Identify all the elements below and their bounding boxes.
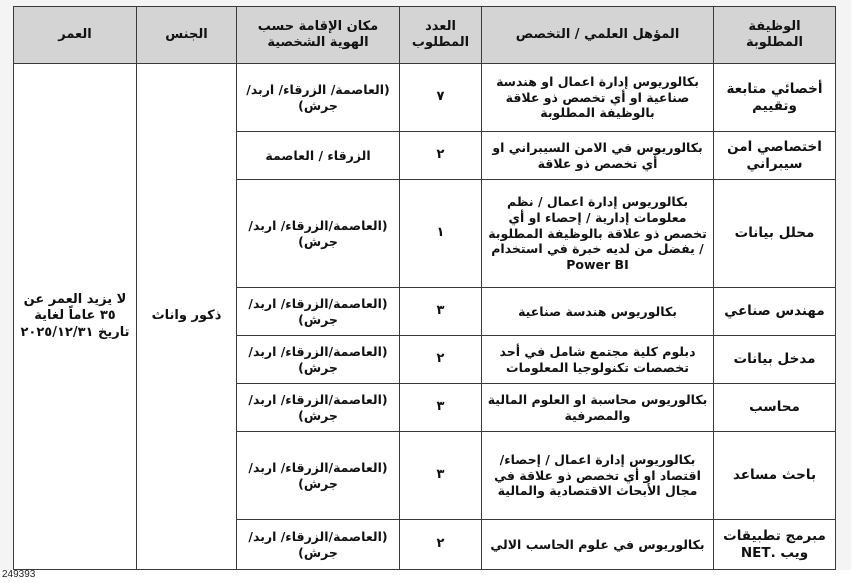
- jobs-table: [13, 6, 836, 570]
- serial-number: 249393: [2, 569, 36, 580]
- header-job: الوظيفة المطلوبة: [714, 7, 836, 64]
- location-cell: (العاصمة/الزرقاء/ اربد/جرش): [237, 384, 400, 432]
- table-row: [14, 64, 836, 132]
- count-cell: ٣: [400, 288, 482, 336]
- location-cell: الزرقاء / العاصمة: [237, 132, 400, 180]
- header-count: العدد المطلوب: [400, 7, 482, 64]
- job-title-cell: محاسب: [714, 384, 836, 432]
- qualification-cell: بكالوريوس إدارة اعمال او هندسة صناعية او أي تخصص ذو علاقة بالوظيفة المطلوبة: [482, 64, 714, 132]
- job-title-cell: اختصاصي امن سيبراني: [714, 132, 836, 180]
- age-cell: لا يزيد العمر عن ٣٥ عاماً لغاية تاريخ ٢٠٢٥/١٢/٣١: [14, 64, 137, 570]
- count-cell: ٢: [400, 132, 482, 180]
- location-cell: (العاصمة/ الزرقاء/ اربد/جرش): [237, 64, 400, 132]
- qualification-cell: دبلوم كلية مجتمع شامل في أحد تخصصات تكنولوجيا المعلومات: [482, 336, 714, 384]
- count-cell: ٢: [400, 336, 482, 384]
- count-cell: ٧: [400, 64, 482, 132]
- qualification-cell: بكالوريوس في علوم الحاسب الالي: [482, 520, 714, 570]
- count-cell: ٣: [400, 384, 482, 432]
- header-row: [14, 7, 836, 64]
- header-gender: الجنس: [137, 7, 237, 64]
- job-title-cell: مدخل بيانات: [714, 336, 836, 384]
- count-cell: ٣: [400, 432, 482, 520]
- header-qualification: المؤهل العلمي / التخصص: [482, 7, 714, 64]
- header-location: مكان الإقامة حسب الهوية الشخصية: [237, 7, 400, 64]
- job-title-cell: مهندس صناعي: [714, 288, 836, 336]
- job-title-cell: مبرمج تطبيقات ويب .NET: [714, 520, 836, 570]
- job-title-cell: باحث مساعد: [714, 432, 836, 520]
- qualification-cell: بكالوريوس في الامن السيبراني او أي تخصص ذو علاقة: [482, 132, 714, 180]
- qualification-cell: بكالوريوس محاسبة او العلوم المالية والمصرفية: [482, 384, 714, 432]
- location-cell: (العاصمة/الزرقاء/ اربد/جرش): [237, 180, 400, 288]
- location-cell: (العاصمة/الزرقاء/ اربد/جرش): [237, 432, 400, 520]
- header-age: العمر: [14, 7, 137, 64]
- job-title-cell: محلل بيانات: [714, 180, 836, 288]
- qualification-cell: بكالوريوس إدارة اعمال / إحصاء/ اقتصاد او أي تخصص ذو علاقة في مجال الأبحاث الاقتصادية والمالية: [482, 432, 714, 520]
- qualification-cell: بكالوريوس هندسة صناعية: [482, 288, 714, 336]
- gender-cell: ذكور واناث: [137, 64, 237, 570]
- count-cell: ٢: [400, 520, 482, 570]
- job-title-cell: أخصائي متابعة وتقييم: [714, 64, 836, 132]
- location-cell: (العاصمة/الزرقاء/ اربد/جرش): [237, 288, 400, 336]
- location-cell: (العاصمة/الزرقاء/ اربد/جرش): [237, 520, 400, 570]
- qualification-cell: بكالوريوس إدارة اعمال / نظم معلومات إدارية / إحصاء او أي تخصص ذو علاقة بالوظيفة المطلوبة / يفضل من لديه خبرة في استخدام Power BI: [482, 180, 714, 288]
- count-cell: ١: [400, 180, 482, 288]
- location-cell: (العاصمة/الزرقاء/ اربد/جرش): [237, 336, 400, 384]
